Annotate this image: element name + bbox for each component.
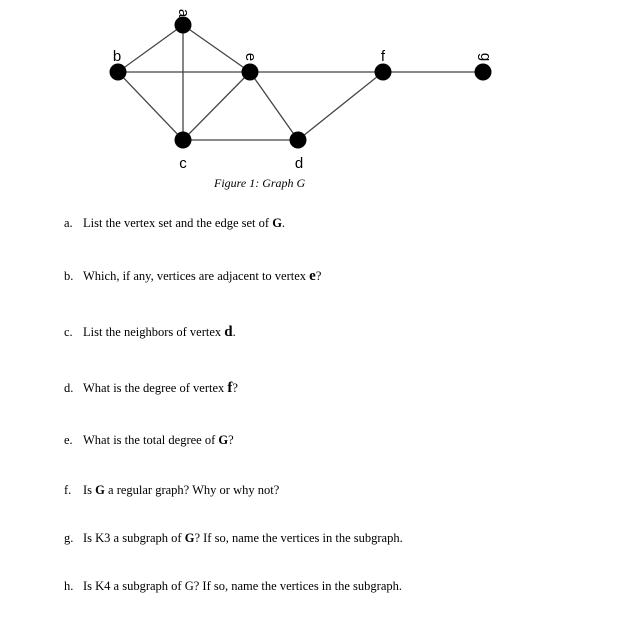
question-text: What is the total degree of [83,433,219,447]
question-bold-term: G [272,216,282,230]
question-letter: a. [64,216,73,230]
vertex-label-g: g [477,52,495,62]
vertex-label-b: b [112,47,122,65]
vertex-d [290,132,307,149]
vertex-c [175,132,192,149]
question-text-end: . [232,325,236,339]
vertex-label-f: f [380,47,386,65]
question-a [64,216,285,231]
question-b [64,268,321,285]
question-text: Is [83,483,96,497]
question-letter: b. [64,269,74,283]
question-text-end: ? [232,381,238,395]
edge-a-e [183,25,250,72]
question-bold-term: e [309,268,316,284]
question-bold-term: f [227,380,233,396]
question-text-end: a regular graph? Why or why not? [104,483,280,497]
question-text: List the vertex set and the edge set of [83,216,273,230]
question-g [64,531,403,546]
vertex-b [110,64,127,81]
vertex-f [375,64,392,81]
vertex-g [475,64,492,81]
question-text: List the neighbors of vertex [83,325,225,339]
edge-f-d [298,72,383,140]
question-text-end: . [281,216,286,230]
question-f [64,483,279,498]
question-text-end: ? [228,433,234,447]
figure-caption: Figure 1: Graph G [214,176,306,190]
question-bold-term: G [95,483,105,497]
question-text: Which, if any, vertices are adjacent to vertex [83,269,310,283]
question-c [64,324,236,341]
question-text: Is K3 a subgraph of [83,531,185,545]
question-letter: e. [64,433,73,447]
vertex-e [242,64,259,81]
edge-b-c [118,72,183,140]
question-letter: c. [64,325,73,339]
vertex-label-e: e [242,52,260,62]
vertex-a [175,17,192,34]
question-letter: f. [64,483,72,497]
question-letter: d. [64,381,74,395]
question-bold-term: G [218,433,229,447]
graph-edges [118,25,483,140]
question-text: Is K4 a subgraph of G? If so, name the vertices in the subgraph. [83,579,403,593]
question-letter: g. [64,531,74,545]
edge-a-b [118,25,183,72]
question-text-end: ? If so, name the vertices in the subgraph. [194,531,403,545]
vertex-label-d: d [294,154,304,172]
vertex-label-a: a [175,8,193,18]
question-d [64,380,238,397]
question-text: What is the degree of vertex [83,381,228,395]
question-text-end: ? [315,269,322,283]
graph-vertex-labels [113,9,494,172]
graph-g-figure [0,0,633,200]
question-h [64,579,402,594]
vertex-label-c: c [179,154,187,172]
edge-e-d [250,72,298,140]
question-bold-term: d [224,324,233,340]
question-bold-term: G [184,531,195,545]
edge-c-e [183,72,250,140]
question-e [64,433,234,448]
question-letter: h. [64,579,74,593]
